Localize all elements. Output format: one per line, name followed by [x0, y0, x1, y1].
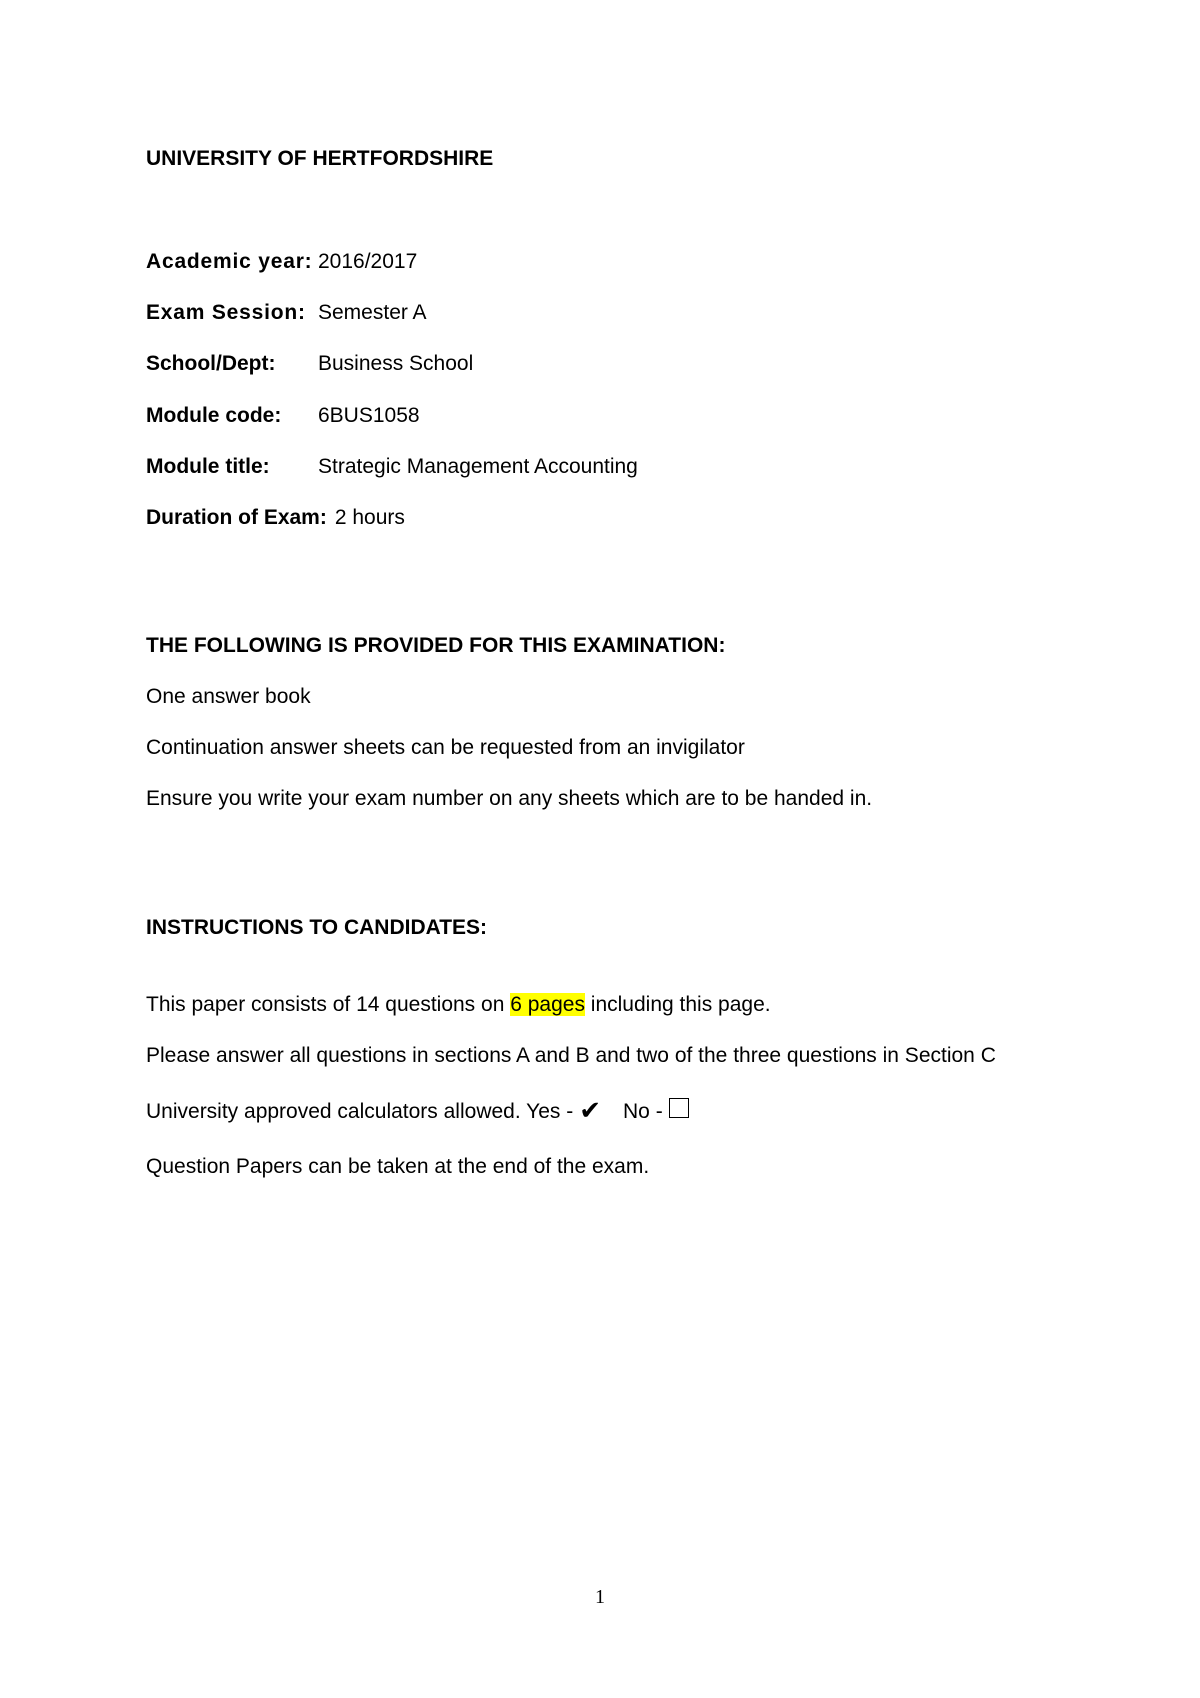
- instruction-pages-after: including this page.: [590, 993, 771, 1016]
- duration-row: [146, 505, 405, 531]
- page-number: 1: [595, 1586, 605, 1608]
- empty-checkbox-icon: [669, 1098, 689, 1118]
- instruction-sections: Please answer all questions in sections A and B and two of the three questions in Section C: [146, 1044, 996, 1067]
- provided-item: Continuation answer sheets can be requested from an invigilator: [146, 736, 745, 759]
- academic-year-value: 2016/2017: [318, 250, 418, 273]
- instruction-calculators: [146, 1098, 689, 1125]
- module-code-label: Module code:: [146, 404, 282, 427]
- academic-year-row: [146, 249, 417, 275]
- duration-value: 2 hours: [334, 506, 405, 529]
- school-value: Business School: [318, 352, 474, 375]
- school-row: [146, 351, 473, 377]
- instructions-heading: INSTRUCTIONS TO CANDIDATES:: [146, 916, 488, 939]
- module-title-label: Module title:: [146, 455, 270, 478]
- instruction-question-papers: Question Papers can be taken at the end of the exam.: [146, 1155, 650, 1178]
- module-title-row: [146, 454, 638, 480]
- instruction-pages: [146, 992, 771, 1018]
- module-code-row: [146, 403, 420, 429]
- module-title-value: Strategic Management Accounting: [318, 455, 638, 478]
- calculator-text: University approved calculators allowed. Yes -: [146, 1100, 574, 1123]
- provided-item: Ensure you write your exam number on any sheets which are to be handed in.: [146, 787, 873, 810]
- calculator-no-text: No -: [623, 1100, 663, 1123]
- university-title: UNIVERSITY OF HERTFORDSHIRE: [146, 147, 494, 170]
- duration-label: Duration of Exam:: [146, 506, 327, 529]
- check-mark-icon: ✔: [579, 1096, 602, 1126]
- provided-item: One answer book: [146, 685, 311, 708]
- instruction-pages-before: This paper consists of 14 questions on: [146, 993, 505, 1016]
- highlighted-page-count: 6 pages: [510, 993, 585, 1016]
- provided-heading: THE FOLLOWING IS PROVIDED FOR THIS EXAMINATION:: [146, 634, 726, 657]
- exam-session-label: Exam Session:: [146, 301, 306, 324]
- exam-session-row: [146, 300, 427, 326]
- exam-session-value: Semester A: [318, 301, 427, 324]
- school-label: School/Dept:: [146, 352, 276, 375]
- academic-year-label: Academic year:: [146, 250, 313, 273]
- module-code-value: 6BUS1058: [318, 404, 420, 427]
